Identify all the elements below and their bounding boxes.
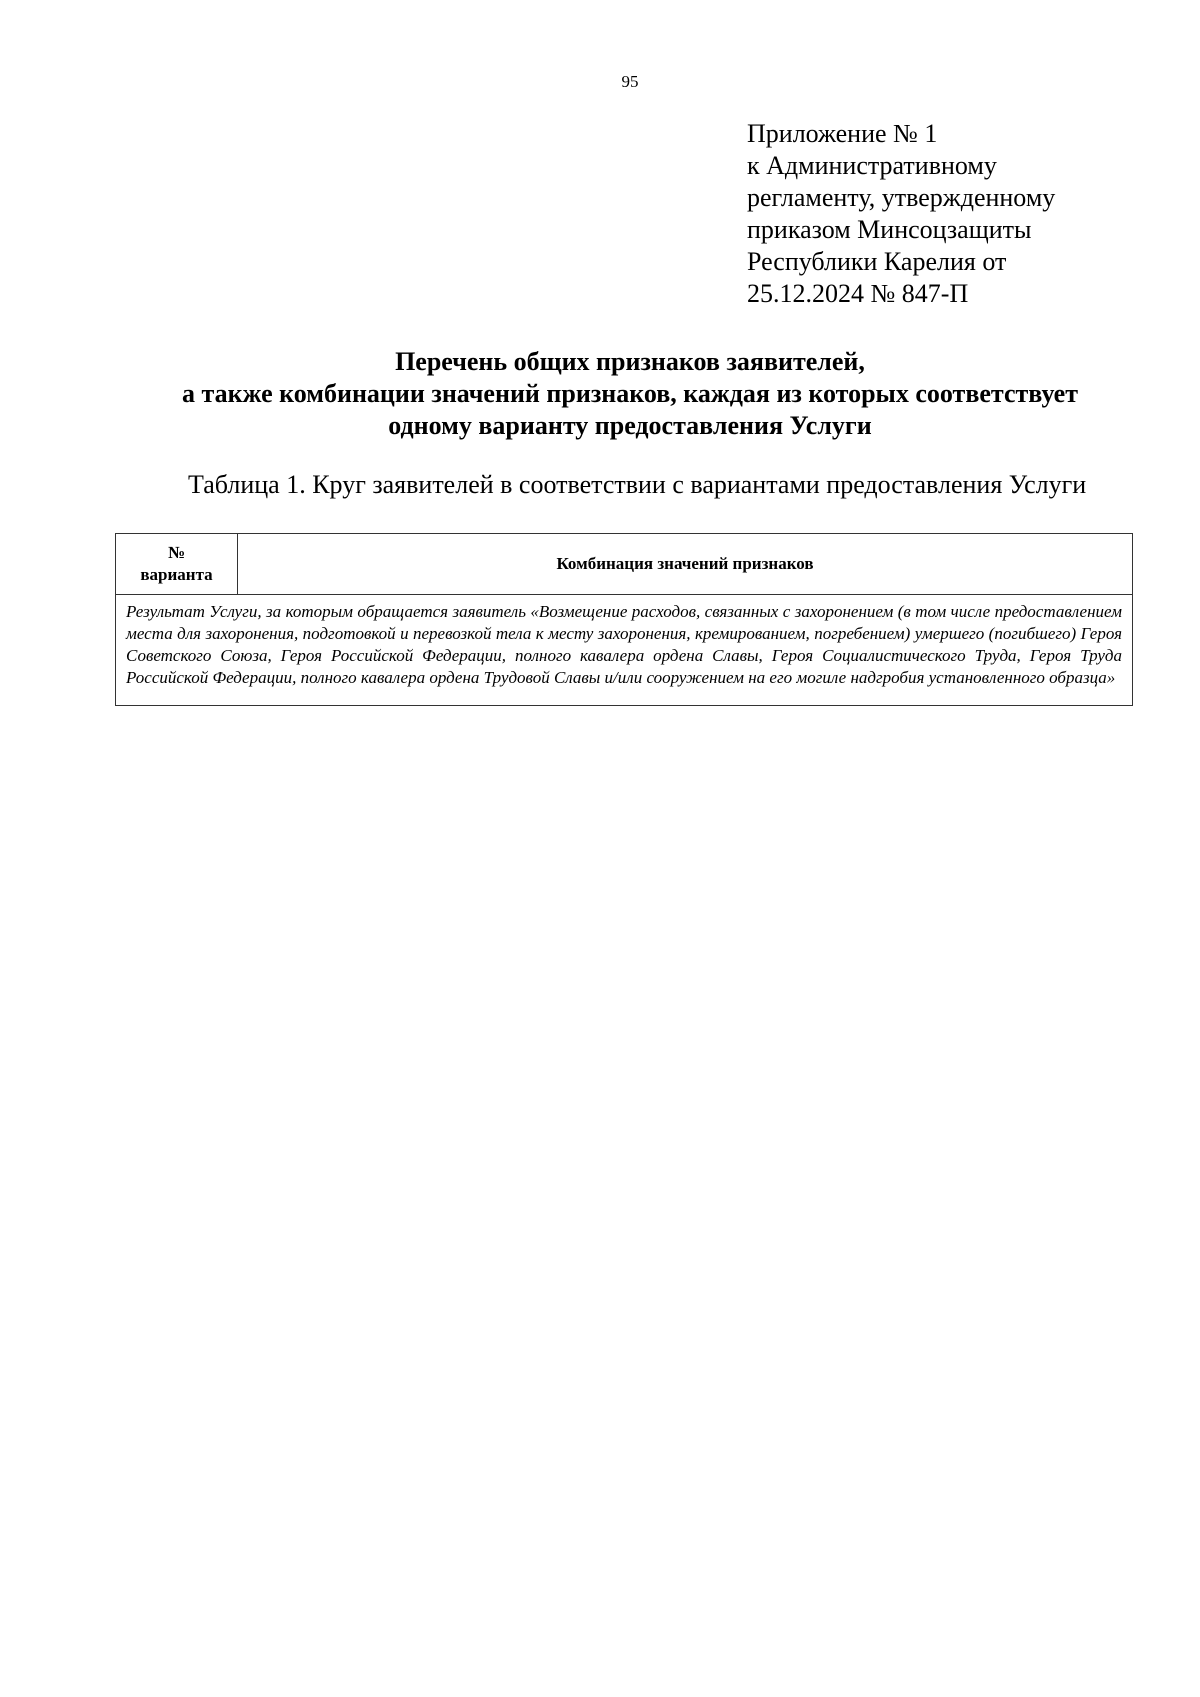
appendix-line: 25.12.2024 № 847-П — [747, 279, 969, 308]
table-row — [116, 595, 1133, 706]
appendix-reference — [747, 118, 1147, 310]
combination-header: Комбинация значений признаков — [238, 534, 1133, 595]
document-title — [115, 346, 1145, 442]
appendix-line: Приложение № 1 — [747, 119, 938, 148]
title-line: одному варианту предоставления Услуги — [388, 411, 872, 440]
variant-number-symbol: № — [167, 543, 186, 562]
variant-number-header — [116, 534, 238, 595]
title-line: Перечень общих признаков заявителей, — [395, 347, 865, 376]
appendix-line: к Административному — [747, 151, 997, 180]
appendix-line: Республики Карелия от — [747, 247, 1007, 276]
page-number: 95 — [621, 72, 639, 91]
title-line: а также комбинации значений признаков, каждая из которых соответствует — [182, 379, 1078, 408]
service-result-cell: Результат Услуги, за которым обращается заявитель «Возмещение расходов, связанных с захоронением (в том числе предоставлением места для захоронения, подготовкой и перевозкой тела к месту захоронения, кремированием, погребением) умершего (погибшего) Героя Советского Союза, Героя Российской Федерации, полного кавалера ордена Славы, Героя Социалистического Труда, Героя Труда Российской Федерации, полного кавалера ордена Трудовой Славы и/или сооружением на его могиле надгробия установленного образца» — [116, 595, 1133, 706]
variant-number-label: варианта — [140, 565, 213, 584]
appendix-line: регламенту, утвержденному — [747, 183, 1056, 212]
appendix-line: приказом Минсоцзащиты — [747, 215, 1032, 244]
table-header-row — [116, 534, 1133, 595]
applicants-table — [115, 533, 1133, 706]
table-caption: Таблица 1. Круг заявителей в соответствии с вариантами предоставления Услуги — [188, 470, 1087, 499]
